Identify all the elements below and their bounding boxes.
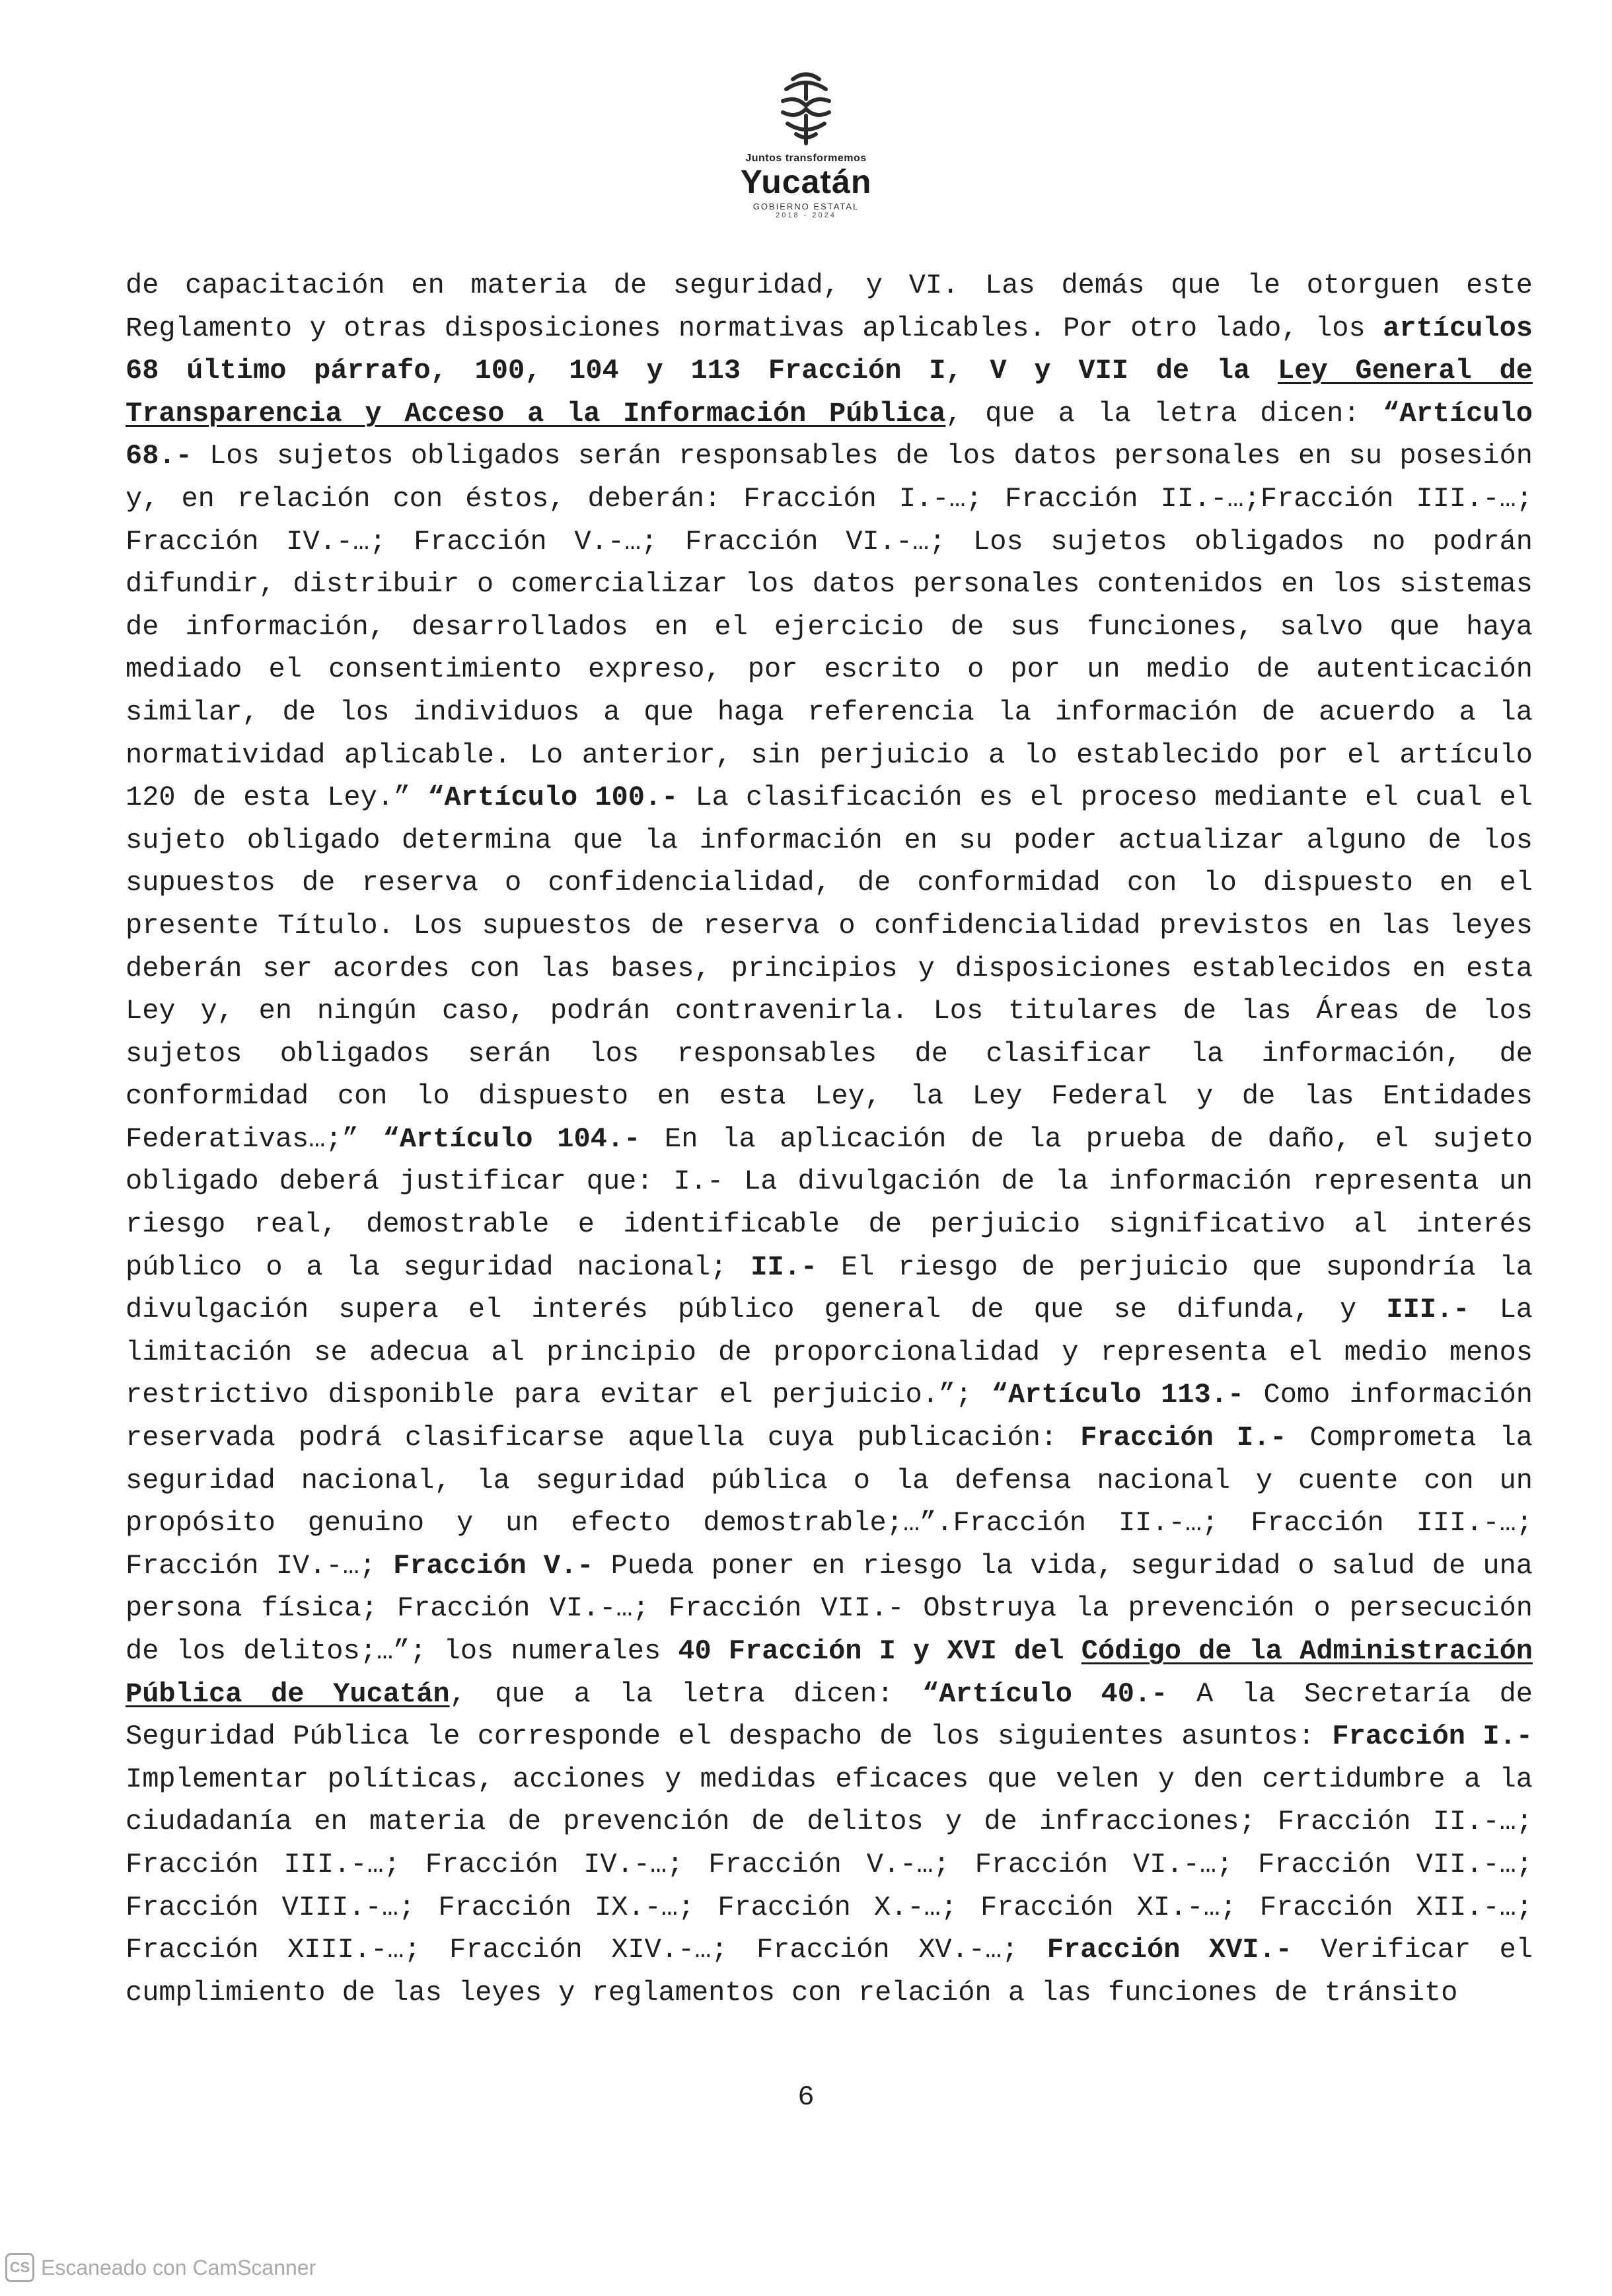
code-title: Código de la Administración Pública de Yucatán [126, 1635, 1533, 1710]
yucatan-logo-icon [773, 69, 839, 149]
body-text-segment: , que a la letra dicen: [945, 397, 1383, 429]
fraction-heading: Fracción I.- [1080, 1422, 1287, 1454]
page-header [0, 69, 1612, 219]
fraction-heading: III.- [1386, 1294, 1470, 1326]
article-heading: “Artículo 100.- [427, 782, 678, 814]
logo-tagline: Juntos transformemos [745, 153, 867, 164]
camscanner-icon: CS [5, 2253, 34, 2282]
body-text-segment: Los sujetos obligados serán responsables de los datos personales en su posesión y, en relación con éstos, deberán: Fracción I.-…; Fracción II.-…;Fracción III.-…; Fracción IV.-…; Fracción V.-…; Fracción VI.-…; Los sujetos obligados no podrán difundir, distribuir o comercializar los datos personales contenidos en los sistemas de información, desarrollados en el ejercicio de sus funciones, salvo que haya mediado el consentimiento expreso, por escrito o por un medio de autenticación similar, de los individuos a que haga referencia la información de acuerdo a la normatividad aplicable. Lo anterior, sin perjuicio a lo establecido por el artículo 120 de esta Ley.” [126, 440, 1533, 814]
body-text-segment: Verificar el cumplimiento de las leyes y reglamentos con relación a las funciones de tránsito [126, 1934, 1533, 2009]
article-heading: “Artículo 104.- [383, 1123, 641, 1155]
scanner-watermark-text: Escaneado con CamScanner [41, 2255, 316, 2279]
body-text-segment: El riesgo de perjuicio que supondría la divulgación supera el interés público general de que se difunda, y [126, 1251, 1533, 1326]
document-body [126, 264, 1533, 2014]
fraction-heading: Fracción I.- [1332, 1721, 1533, 1753]
logo-brand: Yucatán [740, 163, 872, 200]
body-text-segment: , que a la letra dicen: [449, 1678, 923, 1710]
body-text-segment: En la aplicación de la prueba de daño, el sujeto obligado deberá justificar que: I.- La divulgación de la información representa un riesgo real, demostrable e identificable de perjuicio significativo al interés público o a la seguridad nacional; [126, 1123, 1533, 1283]
body-text-segment: La limitación se adecua al principio de proporcionalidad y representa el medio menos restrictivo disponible para evitar el perjuicio.”; [126, 1294, 1533, 1411]
article-heading: “Artículo 113.- [991, 1379, 1245, 1411]
page-number: 6 [797, 2081, 815, 2113]
logo-subtitle: GOBIERNO ESTATAL [752, 202, 860, 211]
body-text-segment: Como información reservada podrá clasificarse aquella cuya publicación: [126, 1379, 1533, 1454]
body-text-segment: Implementar políticas, acciones y medidas eficaces que velen y den certidumbre a la ciudadanía en materia de prevención de delitos y de infracciones; Fracción II.-…; Fracción III.-…; Fracción IV.-…; Fracción V.-…; Fracción VI.-…; Fracción VII.-…; Fracción VIII.-…; Fracción IX.-…; Fracción X.-…; Fracción XI.-…; Fracción XII.-…; Fracción XIII.-…; Fracción XIV.-…; Fracción XV.-…; [126, 1763, 1533, 1966]
article-heading: “Artículo 68.- [126, 397, 1533, 472]
body-text-segment: A la Secretaría de Seguridad Pública le corresponde el despacho de los siguientes asuntos: [126, 1678, 1533, 1753]
logo-period: 2018 - 2024 [776, 211, 836, 219]
scanner-watermark [5, 2253, 316, 2282]
body-text-segment: La clasificación es el proceso mediante el cual el sujeto obligado determina que la información en su poder actualizar alguno de los supuestos de reserva o confidencialidad, de conformidad con lo dispuesto en el presente Título. Los supuestos de reserva o confidencialidad previstos en las leyes deberán ser acordes con las bases, principios y disposiciones establecidos en esta Ley y, en ningún caso, podrán contravenirla. Los titulares de las Áreas de los sujetos obligados serán los responsables de clasificar la información, de conformidad con lo dispuesto en esta Ley, la Ley Federal y de las Entidades Federativas…;” [126, 782, 1533, 1155]
body-bold-segment: 40 Fracción I y XVI del [678, 1635, 1081, 1667]
body-bold-segment: artículos 68 último párrafo, 100, 104 y 113 Fracción I, V y VII de la [126, 312, 1533, 387]
fraction-heading: II.- [751, 1251, 818, 1283]
law-title: Ley General de Transparencia y Acceso a la Información Pública [126, 355, 1533, 429]
fraction-heading: Fracción V.- [393, 1549, 594, 1582]
fraction-heading: Fracción XVI.- [1046, 1934, 1292, 1966]
body-text-segment: Comprometa la seguridad nacional, la seguridad pública o la defensa nacional y cuente con un propósito genuino y un efecto demostrable;…”.Fracción II.-…; Fracción III.-…; Fracción IV.-…; [126, 1422, 1533, 1582]
article-heading: “Artículo 40.- [922, 1678, 1168, 1710]
body-text-segment: de capacitación en materia de seguridad, y VI. Las demás que le otorguen este Reglamento y otras disposiciones normativas aplicables. Por otro lado, los [126, 270, 1533, 344]
body-text-segment: Pueda poner en riesgo la vida, seguridad o salud de una persona física; Fracción VI.-…; Fracción VII.- Obstruya la prevención o persecución de los delitos;…”; los numerales [126, 1549, 1533, 1667]
